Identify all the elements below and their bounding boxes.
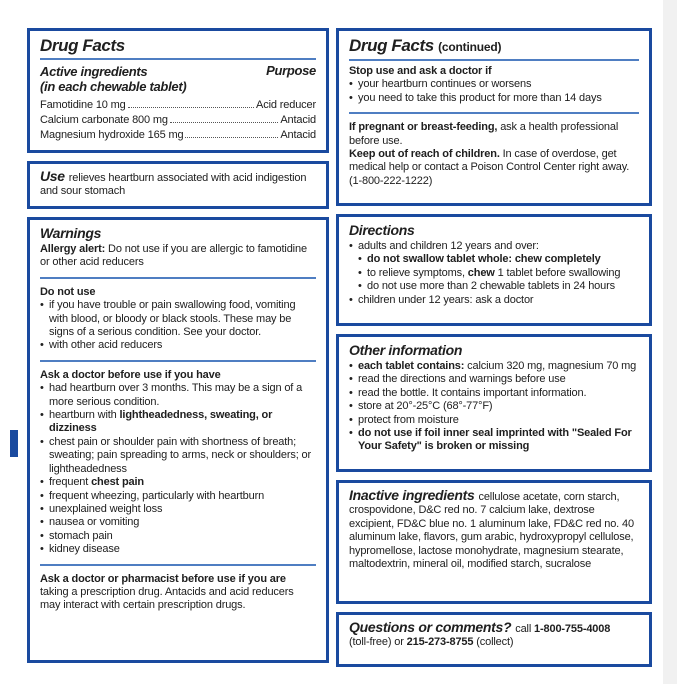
directions-sub-bullet bbox=[358, 253, 639, 266]
bullet-text: read the bottle. It contains important information. bbox=[358, 386, 587, 399]
use-text: relieves heartburn associated with acid indigestion and sour stomach bbox=[40, 172, 307, 198]
dot-leader bbox=[170, 122, 279, 123]
page-edge-shade bbox=[663, 0, 677, 684]
do-not-use-bullet bbox=[40, 299, 316, 339]
bullet-icon: • bbox=[349, 293, 353, 306]
bullet-text: read the directions and warnings before use bbox=[358, 373, 566, 386]
bullet-text: kidney disease bbox=[49, 543, 120, 556]
bullet-text: do not use more than 2 chewable tablets in 24 hours bbox=[367, 280, 615, 293]
allergy-alert-paragraph bbox=[40, 243, 316, 270]
bullet-icon: • bbox=[349, 78, 353, 91]
ask-doctor-bullet bbox=[40, 490, 316, 503]
bullet-text: store at 20°-25°C (68°-77°F) bbox=[358, 400, 493, 413]
ingredient-row bbox=[40, 128, 316, 143]
bullet-icon: • bbox=[40, 543, 44, 556]
bullet-icon: • bbox=[358, 253, 362, 266]
ingredient-purpose: Acid reducer bbox=[256, 99, 316, 111]
bullet-text-bold: each tablet contains: bbox=[358, 360, 465, 372]
active-ingredients-heading-line1: Active ingredients bbox=[40, 64, 148, 79]
other-info-bullet bbox=[349, 387, 639, 400]
ask-doctor-bullet bbox=[40, 436, 316, 476]
stop-use-bullet bbox=[349, 78, 639, 91]
allergy-alert-text: Do not use if you are allergic to famotidine or other acid reducers bbox=[40, 243, 307, 269]
bullet-icon: • bbox=[349, 386, 353, 399]
section-separator bbox=[349, 112, 639, 114]
bullet-text: had heartburn over 3 months. This may be a sign of a more serious condition. bbox=[49, 382, 303, 408]
bullet-icon: • bbox=[40, 516, 44, 529]
bullet-icon: • bbox=[40, 382, 44, 395]
bullet-icon: • bbox=[349, 91, 353, 104]
warnings-title: Warnings bbox=[40, 225, 102, 241]
pharmacist-paragraph bbox=[40, 573, 316, 613]
bullet-text: chest pain or shoulder pain with shortness of breath; sweating; pain spreading to arms, neck or shoulders; or lightheadedness bbox=[49, 435, 312, 475]
bullet-icon: • bbox=[40, 409, 44, 422]
bullet-text-bold: lightheadedness, sweating, or dizziness bbox=[49, 409, 273, 435]
pregnant-paragraph bbox=[349, 121, 639, 148]
active-ingredients-panel bbox=[27, 28, 329, 153]
bullet-text: you need to take this product for more than 14 days bbox=[358, 91, 602, 104]
inactive-ingredients-text: cellulose acetate, corn starch, crospovidone, D&C red no. 7 calcium lake, dextrose excipient, FD&C blue no. 1 aluminum lake, FD&C red no. 40 aluminum lake, flavors, gum arabic, hydroxypropyl cellulose, hypromellose, lactose monohydrate, magnesium stearate, maltodextrin, mineral oil, modified starch, sucralose bbox=[349, 491, 634, 571]
bullet-text: 1 tablet before swallowing bbox=[494, 266, 621, 279]
use-paragraph bbox=[40, 170, 316, 199]
bullet-icon: • bbox=[40, 489, 44, 502]
bullet-text: nausea or vomiting bbox=[49, 516, 140, 529]
bullet-icon: • bbox=[40, 502, 44, 515]
inactive-ingredients-title: Inactive ingredients bbox=[349, 487, 475, 503]
active-ingredients-heading bbox=[40, 64, 186, 94]
ask-doctor-heading: Ask a doctor before use if you have bbox=[40, 368, 221, 381]
other-info-bullet bbox=[349, 373, 639, 386]
other-info-bullet bbox=[349, 414, 639, 427]
bullet-text: adults and children 12 years and over: bbox=[358, 240, 539, 252]
do-not-use-heading: Do not use bbox=[40, 285, 96, 298]
ingredient-name: Magnesium hydroxide 165 mg bbox=[40, 129, 184, 141]
ingredient-name: Famotidine 10 mg bbox=[40, 99, 126, 111]
print-registration-mark bbox=[10, 430, 18, 457]
bullet-icon: • bbox=[40, 339, 44, 352]
questions-panel bbox=[336, 612, 652, 667]
bullet-text: protect from moisture bbox=[358, 413, 459, 426]
bullet-text: children under 12 years: ask a doctor bbox=[358, 293, 534, 306]
dot-leader bbox=[128, 107, 254, 108]
drug-facts-continued-title bbox=[349, 36, 639, 57]
ask-doctor-bullet bbox=[40, 409, 316, 436]
allergy-alert-label: Allergy alert: bbox=[40, 243, 106, 255]
bullet-text-bold: chest pain bbox=[91, 476, 144, 489]
ingredient-name: Calcium carbonate 800 mg bbox=[40, 114, 168, 126]
directions-panel bbox=[336, 214, 652, 326]
bullet-icon: • bbox=[349, 427, 353, 440]
bullet-icon: • bbox=[358, 280, 362, 293]
keep-out-label: Keep out of reach of children. bbox=[349, 148, 500, 161]
bullet-icon: • bbox=[358, 266, 362, 279]
pregnant-text: ask a health professional before use. bbox=[349, 121, 619, 147]
section-separator bbox=[40, 360, 316, 362]
inactive-ingredients-panel bbox=[336, 480, 652, 604]
other-information-panel bbox=[336, 334, 652, 472]
bullet-text: to relieve symptoms, bbox=[367, 266, 468, 279]
directions-sub-bullet bbox=[358, 280, 639, 293]
ingredient-row bbox=[40, 113, 316, 128]
pregnant-label: If pregnant or breast-feeding, bbox=[349, 121, 498, 134]
continued-panel bbox=[336, 28, 652, 206]
questions-title: Questions or comments? bbox=[349, 619, 512, 635]
directions-title: Directions bbox=[349, 222, 415, 238]
active-ingredients-heading-line2: (in each chewable tablet) bbox=[40, 79, 187, 94]
warnings-panel bbox=[27, 217, 329, 663]
bullet-text: your heartburn continues or worsens bbox=[358, 78, 532, 91]
continued-suffix: (continued) bbox=[438, 40, 502, 54]
section-separator bbox=[40, 277, 316, 279]
drug-facts-title-text: Drug Facts bbox=[349, 36, 434, 55]
collect-label: (collect) bbox=[473, 636, 514, 649]
directions-bullet bbox=[349, 240, 639, 253]
section-separator bbox=[40, 564, 316, 566]
bullet-text: stomach pain bbox=[49, 529, 113, 542]
directions-bullet bbox=[349, 294, 639, 307]
bullet-icon: • bbox=[40, 299, 44, 312]
directions-sub-bullet bbox=[358, 267, 639, 280]
other-info-bullet bbox=[349, 400, 639, 413]
keep-out-text: In case of overdose, get medical help or contact a Poison Control Center right away. (1-800-222-1222) bbox=[349, 148, 630, 187]
bullet-icon: • bbox=[349, 413, 353, 426]
drug-facts-label bbox=[27, 28, 652, 667]
bullet-text: frequent wheezing, particularly with heartburn bbox=[49, 489, 265, 502]
bullet-icon: • bbox=[349, 400, 353, 413]
title-rule bbox=[349, 59, 639, 61]
bullet-text: with other acid reducers bbox=[49, 339, 163, 352]
phone-toll-free: 1-800-755-4008 bbox=[534, 623, 611, 635]
stop-use-bullet bbox=[349, 92, 639, 105]
purpose-heading: Purpose bbox=[266, 63, 316, 78]
bullet-icon: • bbox=[349, 360, 353, 372]
bullet-icon: • bbox=[40, 476, 44, 489]
bullet-text-bold: do not use if foil inner seal imprinted with "Sealed For Your Safety" is broken or missing bbox=[358, 427, 632, 453]
left-column bbox=[27, 28, 329, 663]
right-column bbox=[336, 28, 652, 667]
bullet-text: if you have trouble or pain swallowing food, vomiting with blood, or bloody or black stools. These may be signs of a serious condition. See your doctor. bbox=[49, 299, 296, 339]
stop-use-heading: Stop use and ask a doctor if bbox=[349, 65, 492, 77]
title-rule bbox=[40, 58, 316, 60]
bullet-icon: • bbox=[349, 373, 353, 386]
phone-collect: 215-273-8755 bbox=[406, 636, 474, 649]
ask-doctor-bullet bbox=[40, 516, 316, 529]
ingredient-purpose: Antacid bbox=[280, 114, 316, 126]
bullet-text: frequent bbox=[49, 476, 92, 489]
drug-facts-title: Drug Facts bbox=[40, 36, 125, 55]
bullet-text: calcium 320 mg, magnesium 70 mg bbox=[464, 360, 637, 372]
pharmacist-text: taking a prescription drug. Antacids and acid reducers may interact with certain prescription drugs. bbox=[40, 585, 294, 612]
bullet-icon: • bbox=[40, 529, 44, 542]
other-info-bullet bbox=[349, 360, 639, 373]
do-not-use-bullet bbox=[40, 339, 316, 352]
questions-paragraph bbox=[349, 621, 639, 650]
use-panel bbox=[27, 161, 329, 209]
dot-leader bbox=[185, 137, 278, 138]
bullet-text-bold: do not swallow tablet whole: chew completely bbox=[367, 253, 601, 266]
active-ingredients-header-row bbox=[40, 64, 316, 94]
bullet-icon: • bbox=[349, 240, 353, 252]
ask-doctor-bullet bbox=[40, 530, 316, 543]
ask-doctor-bullet bbox=[40, 476, 316, 489]
use-title: Use bbox=[40, 168, 65, 184]
toll-free-label: (toll-free) or bbox=[349, 636, 407, 649]
bullet-text: heartburn with bbox=[49, 409, 120, 422]
other-information-title: Other information bbox=[349, 342, 463, 358]
ingredient-row bbox=[40, 98, 316, 113]
bullet-icon: • bbox=[40, 435, 44, 448]
call-prefix: call bbox=[515, 623, 535, 635]
keep-out-paragraph bbox=[349, 148, 639, 188]
ask-doctor-bullet bbox=[40, 543, 316, 556]
ask-doctor-bullet bbox=[40, 382, 316, 409]
ask-doctor-bullet bbox=[40, 503, 316, 516]
inactive-ingredients-paragraph bbox=[349, 489, 639, 571]
pharmacist-heading: Ask a doctor or pharmacist before use if you are bbox=[40, 572, 286, 585]
bullet-text-bold: chew bbox=[467, 266, 495, 279]
ingredient-purpose: Antacid bbox=[280, 129, 316, 141]
other-info-bullet bbox=[349, 427, 639, 454]
bullet-text: unexplained weight loss bbox=[49, 502, 163, 515]
